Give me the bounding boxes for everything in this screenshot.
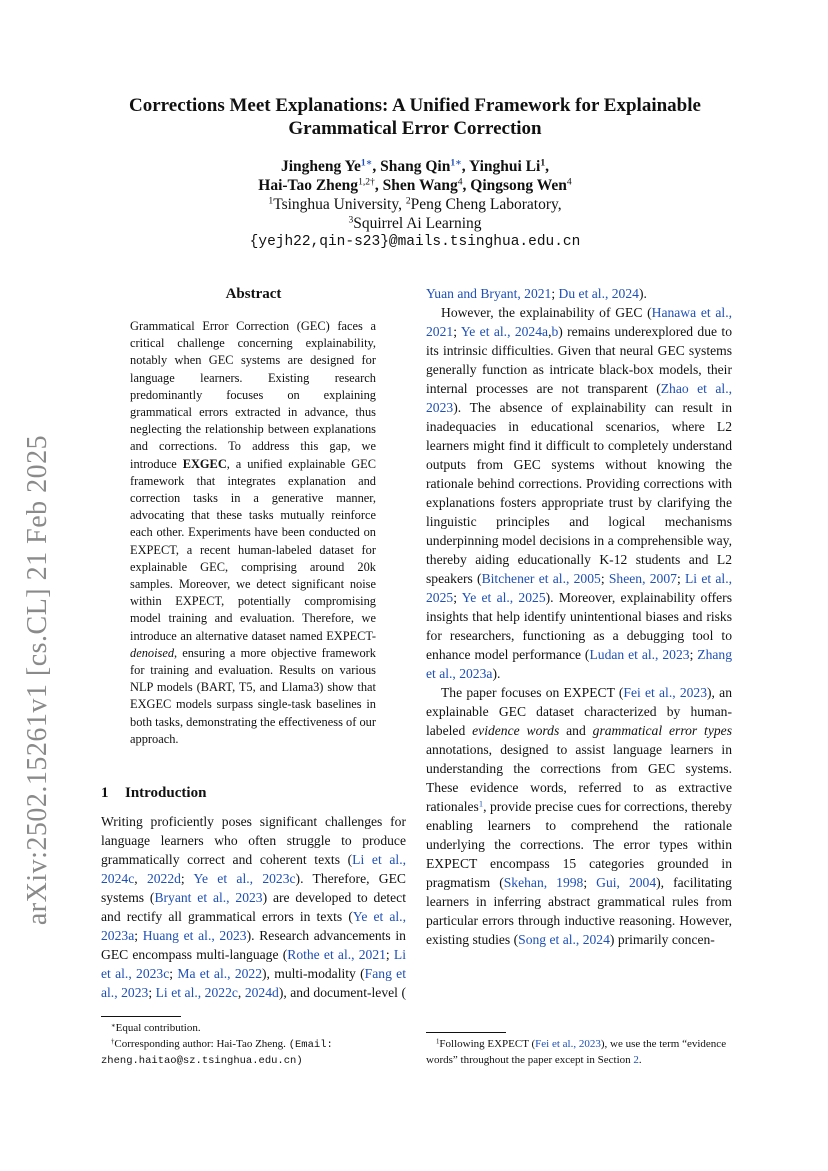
affil-sup: 2 bbox=[405, 195, 411, 207]
author-email: {yejh22,qin-s23}@mails.tsinghua.edu.cn bbox=[249, 234, 581, 250]
arxiv-identifier-stamp: arXiv:2502.15261v1 [cs.CL] 21 Feb 2025 bbox=[22, 434, 53, 926]
text-run: ). Research advancements in GEC encompass multi-language ( bbox=[101, 928, 406, 963]
citation-link[interactable]: Hanawa et al., 2021 bbox=[426, 305, 732, 339]
text-run: ) remains underexplored due to its intrinsic difficulties. Given that neural GEC systems generally function as intricate black-box models, their internal processes are not transparent ( bbox=[426, 324, 732, 396]
footnote-mark: † bbox=[111, 1037, 115, 1045]
author-name: Yinghui Li bbox=[468, 158, 541, 175]
citation-link[interactable]: Sheen, 2007 bbox=[608, 571, 677, 586]
text-run: ; bbox=[148, 985, 156, 1001]
footnote-rule bbox=[426, 1032, 506, 1033]
intro-paragraph-3 bbox=[426, 683, 732, 949]
section-heading-introduction bbox=[101, 784, 406, 803]
footnote-equal-contribution bbox=[101, 1021, 406, 1037]
citation-link[interactable]: Li et al., 2024c bbox=[101, 852, 406, 887]
abstract-heading: Abstract bbox=[225, 286, 282, 302]
author-name: Qingsong Wen bbox=[470, 177, 567, 194]
intro-paragraph-2 bbox=[426, 303, 732, 683]
text-run: ; bbox=[134, 928, 143, 944]
author-sup: 4 bbox=[457, 176, 463, 188]
abstract-part: , ensuring a more objective framework for training and evaluation. Results on various NLP models (BART, T5, and Llama3) show that EXGEC models surpass single-task baselines in both tasks, demonstrating the effectiveness of our approach. bbox=[130, 645, 376, 746]
author-name: Hai-Tao Zheng bbox=[258, 177, 359, 194]
citation-link[interactable]: Skehan, 1998 bbox=[503, 875, 584, 890]
text-run: ; bbox=[169, 966, 178, 982]
author-sup: 4 bbox=[566, 176, 572, 188]
citation-link[interactable]: Li et al., 2025 bbox=[426, 571, 732, 605]
author-sup: 1∗ bbox=[450, 157, 462, 169]
intro-paragraph-1 bbox=[101, 812, 406, 1002]
intro-paragraph-1-continued bbox=[426, 284, 732, 303]
abstract-part: Grammatical Error Correction (GEC) faces a critical challenge concerning explainability, notably when GEC systems are designed for language learners. Existing research predominantly focuses on explaining grammatical errors extracted in advance, thus neglecting the relationship between explanations and corrections. To address this gap, we introduce bbox=[130, 319, 376, 471]
text-run: ), an explainable GEC dataset characterized by human-labeled bbox=[426, 685, 733, 738]
text-run: Following EXPECT ( bbox=[439, 1038, 536, 1050]
footnote-evidence-words bbox=[426, 1037, 732, 1068]
author-sup: 1 bbox=[540, 157, 546, 169]
author-sup: 1∗ bbox=[360, 157, 373, 169]
citation-link[interactable]: Fei et al., 2023 bbox=[623, 685, 708, 700]
citation-link[interactable]: 2024d bbox=[244, 985, 279, 1001]
author-block bbox=[90, 157, 740, 252]
text-run: annotations, designed to assist language learners in understanding the corrections from GEC systems. These evidence words, referred to as extractive rationales bbox=[426, 742, 732, 814]
citation-link[interactable]: Fei et al., 2023 bbox=[535, 1038, 601, 1050]
footnote-text: Corresponding author: Hai-Tao Zheng. bbox=[114, 1037, 289, 1050]
text-run: . bbox=[638, 1053, 642, 1066]
text-run: The paper focuses on EXPECT ( bbox=[441, 685, 624, 700]
footnotes-right bbox=[426, 1032, 732, 1068]
text-run: ), we use the term “evidence words” throughout the paper except in Section bbox=[426, 1038, 727, 1066]
citation-link[interactable]: Ludan et al., 2023 bbox=[589, 647, 690, 662]
text-run: and bbox=[559, 723, 593, 738]
citation-link[interactable]: Rothe et al., 2021 bbox=[287, 947, 386, 963]
citation-link[interactable]: 2022d bbox=[146, 871, 181, 887]
text-run: ) are developed to detect and rectify all grammatical errors in texts ( bbox=[101, 890, 406, 925]
citation-link[interactable]: Li et al., 2022c bbox=[155, 985, 238, 1001]
author-name: Shen Wang bbox=[382, 177, 458, 194]
text-run: ; bbox=[453, 590, 462, 605]
text-run: ). bbox=[638, 286, 647, 301]
footnote-mark: ∗ bbox=[111, 1022, 116, 1030]
text-run: Writing proficiently poses significant challenges for language learners who often struggle to produce grammatically correct and coherent texts ( bbox=[101, 814, 406, 868]
text-run: ; bbox=[551, 286, 559, 301]
author-name: Shang Qin bbox=[380, 158, 451, 175]
affiliation-line-2 bbox=[90, 214, 740, 233]
text-run: ), multi-modality ( bbox=[262, 966, 365, 982]
footnote-mark: 1 bbox=[436, 1038, 440, 1046]
citation-link[interactable]: 1 bbox=[478, 798, 484, 809]
affil-text: Squirrel Ai Learning bbox=[353, 215, 482, 232]
author-line-2: Hai-Tao Zheng$^{1,2\dagger}$, Shen Wang$^4$, Qingsong Wen$^4$ bbox=[258, 176, 572, 194]
emphasis-text: evidence words bbox=[472, 723, 560, 738]
abstract-part: , a unified explainable GEC framework that integrates explanation and correction tasks in a generative manner, advocating that these tasks mutually reinforce each other. Experiments have been conducted on EXPECT, a recent human-labeled dataset for explainable GEC, comprising around 20k samples. Moreover, we detect significant noise within EXPECT, potentially compromising model training and evaluation. Therefore, we introduce an alternative dataset named EXPECT- bbox=[130, 456, 376, 643]
section-number: 1 bbox=[101, 785, 109, 802]
affil-text: Tsinghua University, bbox=[273, 196, 406, 213]
citation-link[interactable]: Ye et al., 2023a bbox=[101, 909, 406, 944]
affil-text: Peng Cheng Laboratory, bbox=[410, 196, 562, 213]
citation-link[interactable]: Du et al., 2024 bbox=[558, 286, 639, 301]
abstract-text bbox=[130, 318, 376, 748]
footnotes-left bbox=[101, 1016, 406, 1070]
text-run: ). The absence of explainability can result in inadequacies in educational scenarios, where L2 learners might find it difficult to completely understand outputs from GEC systems without knowing the rationale behind corrections. Providing corrections with explanations fosters appropriate trust by clarifying the linguistic principles and logical mechanisms underpinning model decisions in a comprehensible way, thereby aiding educationally K-12 students and L2 speakers ( bbox=[426, 400, 732, 586]
paper-title: Corrections Meet Explanations: A Unified Framework for Explainable Grammatical Error Correction bbox=[129, 95, 701, 139]
affil-sup: 3 bbox=[348, 214, 354, 226]
emphasis-text: grammatical error types bbox=[592, 723, 732, 738]
citation-link[interactable]: Fang et al., 2023 bbox=[101, 966, 406, 1001]
citation-link[interactable]: Ma et al., 2022 bbox=[177, 966, 263, 982]
text-run: , provide precise cues for corrections, thereby enabling learners to comprehend the rationale underlying the corrections. The error types within EXPECT encompass 15 categories grounded in pragmatism ( bbox=[426, 799, 732, 890]
text-run: However, the explainability of GEC ( bbox=[441, 305, 652, 320]
affil-sup: 1 bbox=[268, 195, 274, 207]
citation-link[interactable]: Huang et al., 2023 bbox=[142, 928, 247, 944]
citation-link[interactable]: Ye et al., 2023c bbox=[193, 871, 296, 887]
citation-link[interactable]: Zhang et al., 2023a bbox=[426, 647, 732, 681]
text-run: ; bbox=[689, 647, 698, 662]
text-run: ; bbox=[180, 871, 194, 887]
text-run: ; bbox=[453, 324, 461, 339]
citation-link[interactable]: Zhao et al., 2023 bbox=[426, 381, 732, 415]
citation-link[interactable]: Song et al., 2024 bbox=[518, 932, 610, 947]
citation-link[interactable]: 2 bbox=[633, 1053, 639, 1066]
footnote-text: Equal contribution. bbox=[115, 1022, 201, 1034]
citation-link[interactable]: Li et al., 2023c bbox=[101, 947, 406, 982]
footnote-text bbox=[426, 1038, 726, 1066]
abstract-italic-term: denoised bbox=[130, 645, 175, 660]
citation-link[interactable]: Ye et al., 2024a bbox=[460, 324, 549, 339]
text-run: , bbox=[548, 324, 552, 339]
footnote-corresponding-author bbox=[101, 1037, 406, 1070]
author-sup: 1,2† bbox=[358, 176, 375, 188]
text-run: ; bbox=[600, 571, 609, 586]
text-run: ). Moreover, explainability offers insights that help identify unintentional biases and risks for researchers, functioning as a debugging tool to enhance model performance ( bbox=[426, 590, 732, 662]
text-run: , bbox=[134, 871, 147, 887]
citation-link[interactable]: Yuan and Bryant, 2021 bbox=[426, 286, 552, 301]
citation-link[interactable]: Bitchener et al., 2005 bbox=[481, 571, 601, 586]
footnote-email: (Email: zheng.haitao@sz.tsinghua.edu.cn) bbox=[101, 1038, 333, 1067]
right-column bbox=[426, 284, 732, 949]
footnote-rule bbox=[101, 1016, 181, 1017]
author-name: Jingheng Ye bbox=[280, 158, 361, 175]
author-line-1: Jingheng $Ye^{1∗}$, Shang Qin$^{1∗}$, Yinghui Li$^1$, bbox=[280, 157, 550, 175]
text-run: ), facilitating learners in inferring abstract grammatical rules from particular errors through inductive reasoning. However, existing studies ( bbox=[426, 875, 732, 947]
affiliation-line-1 bbox=[90, 195, 740, 214]
citation-link[interactable]: Bryant et al., 2023 bbox=[154, 890, 263, 906]
section-title: Introduction bbox=[125, 785, 207, 802]
text-run: ; bbox=[676, 571, 685, 586]
text-run: , bbox=[237, 985, 245, 1001]
text-run: ; bbox=[385, 947, 394, 963]
citation-link[interactable]: Gui, 2004 bbox=[596, 875, 657, 890]
text-run: ). bbox=[492, 666, 501, 681]
citation-link[interactable]: b bbox=[551, 324, 559, 339]
text-run: ). Therefore, GEC systems ( bbox=[101, 871, 406, 906]
abstract-bold-term: EXGEC bbox=[182, 456, 227, 471]
text-run: ) primarily concen- bbox=[609, 932, 715, 947]
left-column bbox=[101, 284, 406, 1002]
citation-link[interactable]: Ye et al., 2025 bbox=[461, 590, 546, 605]
text-run: ; bbox=[583, 875, 597, 890]
text-run: ), and document-level ( bbox=[278, 985, 406, 1001]
